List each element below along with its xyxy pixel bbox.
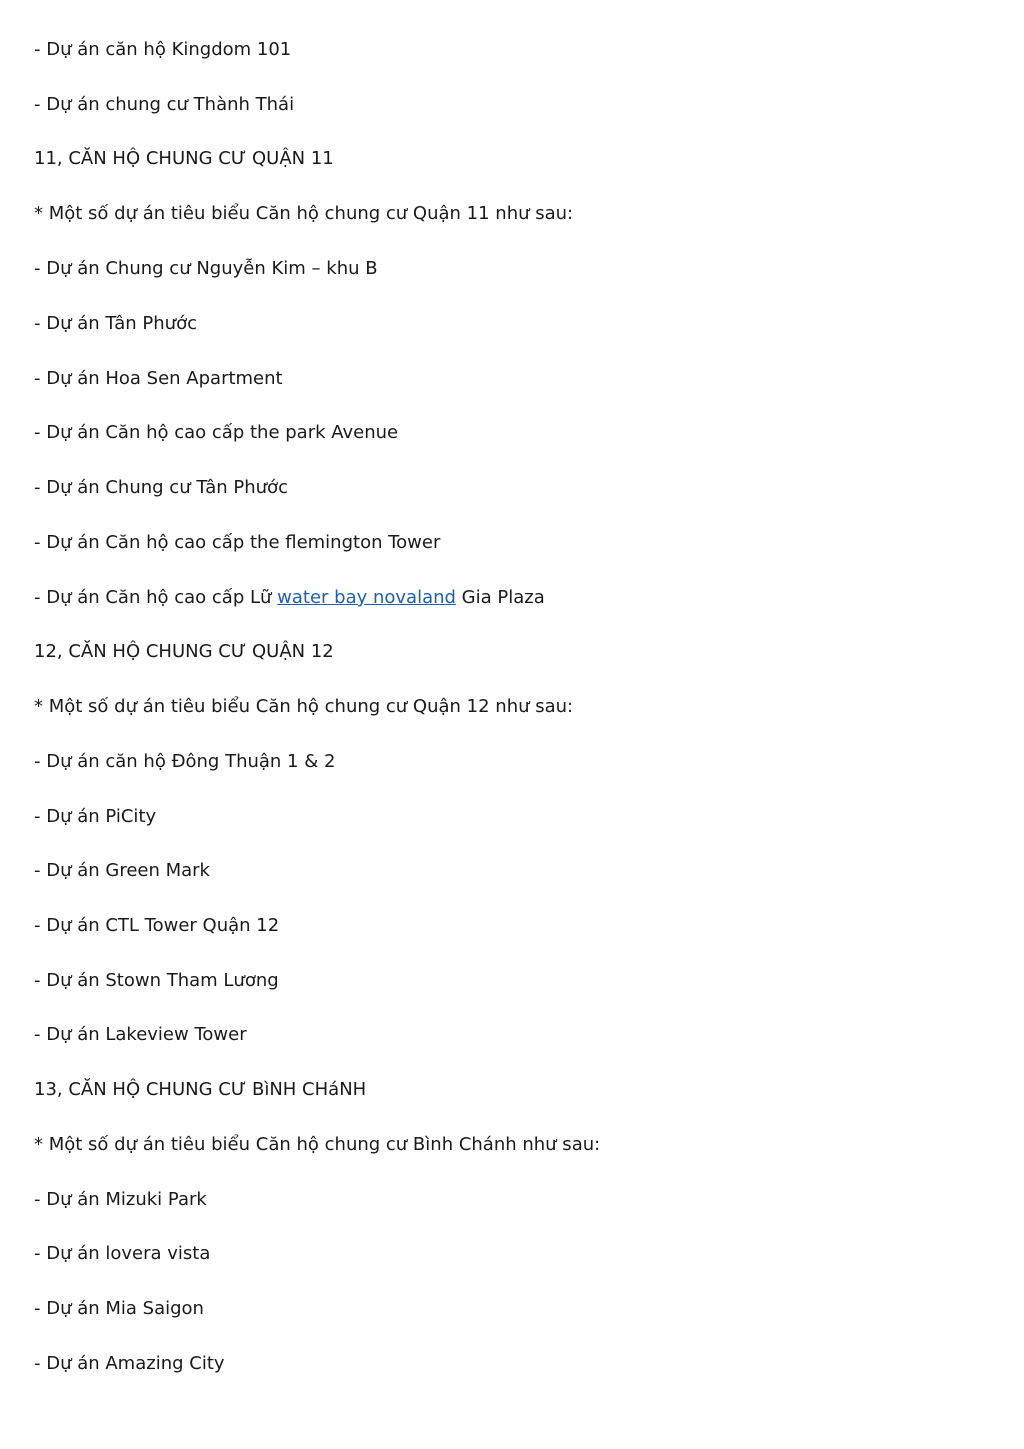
list-item-lu-gia-plaza	[34, 586, 545, 610]
list-item-picity: - Dự án PiCity	[34, 806, 157, 827]
list-item-stown-tham-luong: - Dự án Stown Tham Lương	[34, 970, 279, 991]
list-item-chung-cu-tan-phuoc: - Dự án Chung cư Tân Phước	[34, 477, 288, 498]
list-item-tan-phuoc: - Dự án Tân Phước	[34, 313, 198, 334]
list-item-lovera-vista: - Dự án lovera vista	[34, 1243, 211, 1264]
section-heading-quan-12: 12, CĂN HỘ CHUNG CƯ QUẬN 12	[34, 641, 334, 662]
list-item-hoa-sen: - Dự án Hoa Sen Apartment	[34, 368, 283, 389]
section-intro-quan-12: * Một số dự án tiêu biểu Căn hộ chung cư Quận 12 như sau:	[34, 696, 574, 717]
list-item-thanh-thai: - Dự án chung cư Thành Thái	[34, 94, 295, 115]
list-item-mia-saigon: - Dự án Mia Saigon	[34, 1298, 204, 1319]
list-item-lakeview-tower: - Dự án Lakeview Tower	[34, 1024, 247, 1045]
list-item-green-mark: - Dự án Green Mark	[34, 860, 210, 881]
link-line-suffix: Gia Plaza	[455, 587, 545, 608]
list-item-kingdom-101: - Dự án căn hộ Kingdom 101	[34, 39, 292, 60]
list-item-mizuki-park: - Dự án Mizuki Park	[34, 1189, 207, 1210]
list-item-ctl-tower: - Dự án CTL Tower Quận 12	[34, 915, 280, 936]
section-heading-quan-11: 11, CĂN HỘ CHUNG CƯ QUẬN 11	[34, 148, 334, 169]
section-heading-binh-chanh: 13, CĂN HỘ CHUNG CƯ BìNH CHáNH	[34, 1079, 367, 1100]
water-bay-novaland-link[interactable]: water bay novaland	[277, 587, 456, 608]
section-intro-binh-chanh: * Một số dự án tiêu biểu Căn hộ chung cư Bình Chánh như sau:	[34, 1134, 601, 1155]
list-item-park-avenue: - Dự án Căn hộ cao cấp the park Avenue	[34, 422, 399, 443]
section-intro-quan-11: * Một số dự án tiêu biểu Căn hộ chung cư Quận 11 như sau:	[34, 203, 574, 224]
list-item-nguyen-kim: - Dự án Chung cư Nguyễn Kim – khu B	[34, 258, 378, 279]
list-item-dong-thuan: - Dự án căn hộ Đông Thuận 1 & 2	[34, 751, 336, 772]
link-line-prefix: - Dự án Căn hộ cao cấp Lữ	[34, 587, 278, 608]
list-item-amazing-city: - Dự án Amazing City	[34, 1353, 225, 1374]
list-item-flemington-tower: - Dự án Căn hộ cao cấp the flemington Tower	[34, 532, 441, 553]
